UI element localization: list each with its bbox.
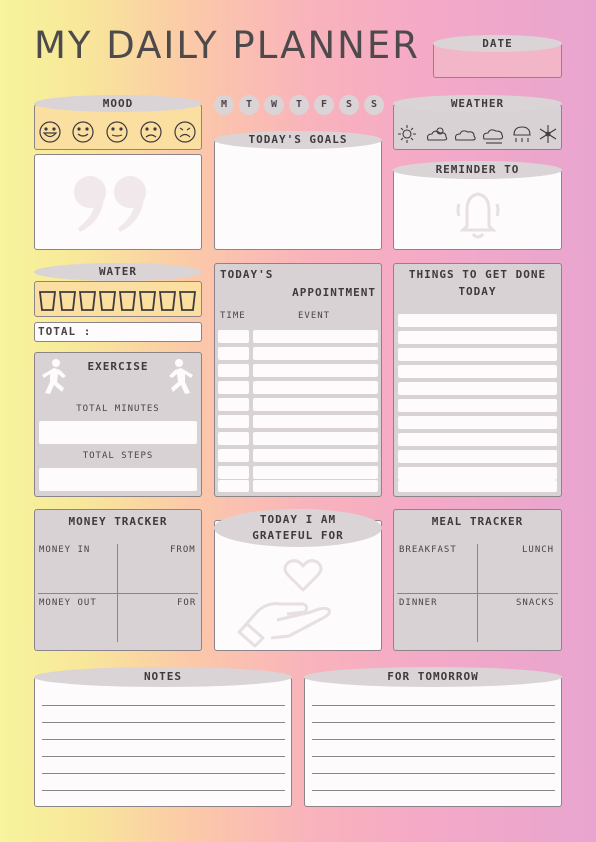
- time-cell[interactable]: [218, 466, 249, 479]
- appointment-event-label: EVENT: [298, 311, 331, 321]
- exercise-steps-field[interactable]: [39, 468, 197, 491]
- water-label: WATER: [34, 263, 202, 281]
- goals-label: TODAY'S GOALS: [214, 131, 382, 149]
- time-cell[interactable]: [218, 480, 249, 492]
- meal-breakfast-label: BREAKFAST: [399, 545, 457, 555]
- appointment-label-line1: TODAY'S: [220, 268, 274, 281]
- money-label: MONEY TRACKER: [68, 515, 168, 528]
- neutral-face-icon[interactable]: [107, 122, 127, 142]
- quote-icon: [72, 172, 154, 236]
- tomorrow-label: FOR TOMORROW: [304, 667, 562, 687]
- notes-lines: [42, 705, 285, 805]
- weekday-selector: [214, 95, 384, 115]
- page-title: MY DAILY PLANNER: [34, 24, 420, 67]
- things-list: [398, 314, 558, 494]
- tomorrow-line[interactable]: [312, 756, 555, 757]
- goals-box[interactable]: [214, 140, 382, 250]
- heart-hand-icon: [237, 556, 333, 648]
- weather-icons: [398, 123, 558, 145]
- sun-icon[interactable]: [398, 125, 416, 143]
- money-for-label: FOR: [177, 598, 197, 608]
- mood-faces: [38, 120, 200, 144]
- money-out-label: MONEY OUT: [39, 598, 97, 608]
- time-cell[interactable]: [218, 398, 249, 411]
- glass-icon[interactable]: [60, 292, 75, 310]
- reminder-label: REMINDER TO: [393, 161, 562, 179]
- tomorrow-lines: [312, 705, 555, 805]
- very-sad-face-icon[interactable]: [175, 122, 195, 142]
- bell-icon: [455, 186, 501, 244]
- notes-label: NOTES: [34, 667, 292, 687]
- glass-icon[interactable]: [140, 292, 155, 310]
- very-happy-face-icon[interactable]: [40, 122, 60, 142]
- tomorrow-line[interactable]: [312, 773, 555, 774]
- runner-right-icon: [163, 358, 197, 398]
- day-friday[interactable]: F: [314, 95, 334, 115]
- things-label-line1: THINGS TO GET DONE: [408, 268, 547, 281]
- things-label-line2: TODAY: [458, 285, 497, 298]
- note-line[interactable]: [42, 739, 285, 740]
- todo-line[interactable]: [398, 416, 557, 429]
- rain-icon[interactable]: [514, 127, 530, 142]
- time-cell[interactable]: [218, 449, 249, 462]
- glass-icon[interactable]: [80, 292, 95, 310]
- event-cell[interactable]: [253, 415, 378, 428]
- tomorrow-line[interactable]: [312, 722, 555, 723]
- tomorrow-line[interactable]: [312, 739, 555, 740]
- note-line[interactable]: [42, 790, 285, 791]
- todo-line[interactable]: [398, 331, 557, 344]
- meal-lunch-label: LUNCH: [522, 545, 555, 555]
- time-cell[interactable]: [218, 364, 249, 377]
- exercise-minutes-label: TOTAL MINUTES: [76, 404, 160, 414]
- appointment-label-line2: APPOINTMENT: [292, 286, 376, 299]
- snow-icon[interactable]: [540, 125, 556, 143]
- note-line[interactable]: [42, 756, 285, 757]
- money-in-label: MONEY IN: [39, 545, 91, 555]
- event-cell[interactable]: [253, 347, 378, 360]
- meal-dinner-label: DINNER: [399, 598, 438, 608]
- todo-line[interactable]: [398, 382, 557, 395]
- day-tuesday[interactable]: T: [239, 95, 259, 115]
- note-line[interactable]: [42, 722, 285, 723]
- appointment-rows: [218, 330, 380, 494]
- note-line[interactable]: [42, 705, 285, 706]
- glass-icon[interactable]: [180, 292, 195, 310]
- mood-label: MOOD: [34, 95, 202, 112]
- water-total-label: TOTAL :: [38, 325, 92, 338]
- time-cell[interactable]: [218, 330, 249, 343]
- tomorrow-line[interactable]: [312, 705, 555, 706]
- exercise-label: EXERCISE: [87, 360, 149, 373]
- meal-snacks-label: SNACKS: [516, 598, 555, 608]
- day-monday[interactable]: M: [214, 95, 234, 115]
- runner-left-icon: [38, 358, 72, 398]
- money-from-label: FROM: [170, 545, 196, 555]
- date-label: DATE: [433, 35, 562, 52]
- day-wednesday[interactable]: W: [264, 95, 284, 115]
- glass-icon[interactable]: [100, 292, 115, 310]
- day-thursday[interactable]: T: [289, 95, 309, 115]
- event-cell[interactable]: [253, 330, 378, 343]
- event-cell[interactable]: [253, 480, 378, 492]
- day-saturday[interactable]: S: [339, 95, 359, 115]
- event-cell[interactable]: [253, 449, 378, 462]
- grateful-label-line2: GRATEFUL FOR: [252, 529, 344, 542]
- time-cell[interactable]: [218, 347, 249, 360]
- event-cell[interactable]: [253, 364, 378, 377]
- happy-face-icon[interactable]: [73, 122, 93, 142]
- meal-horizontal-divider: [397, 593, 558, 594]
- todo-line[interactable]: [398, 314, 557, 327]
- day-sunday[interactable]: S: [364, 95, 384, 115]
- todo-line[interactable]: [398, 450, 557, 463]
- time-cell[interactable]: [218, 432, 249, 445]
- tomorrow-line[interactable]: [312, 790, 555, 791]
- todo-line[interactable]: [398, 433, 557, 446]
- event-cell[interactable]: [253, 398, 378, 411]
- event-cell[interactable]: [253, 432, 378, 445]
- event-cell[interactable]: [253, 466, 378, 479]
- meal-label: MEAL TRACKER: [431, 515, 524, 528]
- time-cell[interactable]: [218, 381, 249, 394]
- grateful-label-line1: TODAY I AM: [259, 513, 337, 526]
- note-line[interactable]: [42, 773, 285, 774]
- sad-face-icon[interactable]: [141, 122, 161, 142]
- water-glasses: [38, 290, 200, 312]
- event-cell[interactable]: [253, 381, 378, 394]
- glass-icon[interactable]: [40, 292, 55, 310]
- cloudy-icon[interactable]: [456, 131, 476, 140]
- partly-cloudy-icon[interactable]: [428, 128, 447, 140]
- windy-icon[interactable]: [484, 130, 503, 143]
- glass-icon[interactable]: [120, 292, 135, 310]
- money-panel: [34, 509, 202, 651]
- money-horizontal-divider: [38, 593, 198, 594]
- todo-line[interactable]: [398, 480, 557, 492]
- exercise-minutes-field[interactable]: [39, 421, 197, 444]
- time-cell[interactable]: [218, 415, 249, 428]
- todo-line[interactable]: [398, 467, 557, 480]
- glass-icon[interactable]: [160, 292, 175, 310]
- appointment-time-label: TIME: [220, 311, 246, 321]
- exercise-steps-label: TOTAL STEPS: [82, 451, 154, 461]
- todo-line[interactable]: [398, 365, 557, 378]
- todo-line[interactable]: [398, 348, 557, 361]
- weather-label: WEATHER: [393, 95, 562, 112]
- todo-line[interactable]: [398, 399, 557, 412]
